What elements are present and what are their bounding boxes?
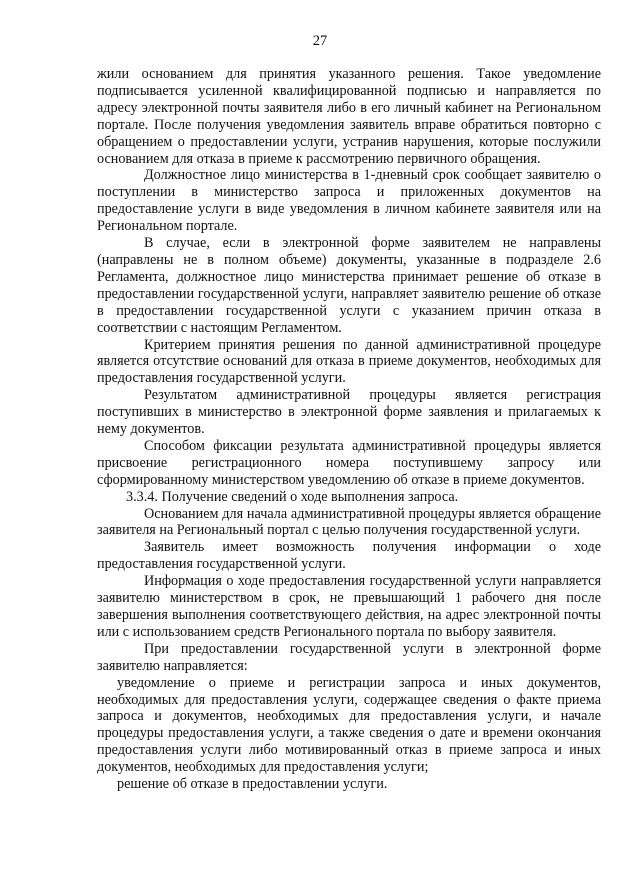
page-number: 27 [312,33,328,49]
paragraph: Критерием принятия решения по данной административной процедуре является отсутствие оснований для отказа в приеме документов, необходимых для предоставления государственной услуги. [97,336,601,387]
document-body [97,66,601,793]
paragraph: Должностное лицо министерства в 1-дневный срок сообщает заявителю о поступлении в министерство запроса и приложенных документов на предоставление услуги в виде уведомления в личном кабинете заявителя или на Региональном портале. [97,167,601,235]
paragraph: жили основанием для принятия указанного решения. Такое уведомление подписывается усиленной квалифицированной подписью и направляется по адресу электронной почты заявителя либо в его личный кабинет на Региональном портале. После получения уведомления заявитель вправе обратиться повторно с обращением о предоставлении услуги, устранив нарушения, которые послужили основанием для отказа в приеме к рассмотрению первичного обращения. [97,66,601,167]
list-item: решение об отказе в предоставлении услуги. [117,776,388,793]
paragraph: Основанием для начала административной процедуры является обращение заявителя на Региональный портал с целью получения государственной услуги. [97,505,601,539]
paragraph: При предоставлении государственной услуги в электронной форме заявителю направляется: [97,640,601,674]
paragraph: В случае, если в электронной форме заявителем не направлены (направлены не в полном объеме) документы, указанные в подразделе 2.6 Регламента, должностное лицо министерства принимает решение об отказе в предоставлении государственной услуги, направляет заявителю решение об отказе в предоставлении государственной услуги с указанием причин отказа в соответствии с настоящим Регламентом. [97,235,601,336]
paragraph: Заявитель имеет возможность получения информации о ходе предоставления государственной услуги. [97,539,601,573]
list-item: уведомление о приеме и регистрации запроса и иных документов, необходимых для предоставления услуги, содержащее сведения о факте приема запроса и документов, необходимых для предоставления услуги, и начале процедуры предоставления услуги, а также сведения о дате и времени окончания предоставления услуги либо мотивированный отказ в приеме запроса и иных документов, необходимых для предоставления услуги; [97,674,601,776]
section-heading: 3.3.4. Получение сведений о ходе выполнения запроса. [126,488,459,505]
paragraph: Результатом административной процедуры является регистрация поступивших в министерство в электронной форме заявления и прилагаемых к нему документов. [97,387,601,438]
paragraph: Способом фиксации результата административной процедуры является присвоение регистрационного номера поступившему запросу или сформированному министерством уведомлению об отказе в приеме документов. [97,437,601,488]
paragraph: Информация о ходе предоставления государственной услуги направляется заявителю министерством в срок, не превышающий 1 рабочего дня после завершения выполнения соответствующего действия, на адрес электронной почты или с использованием средств Регионального портала по выбору заявителя. [97,573,601,640]
